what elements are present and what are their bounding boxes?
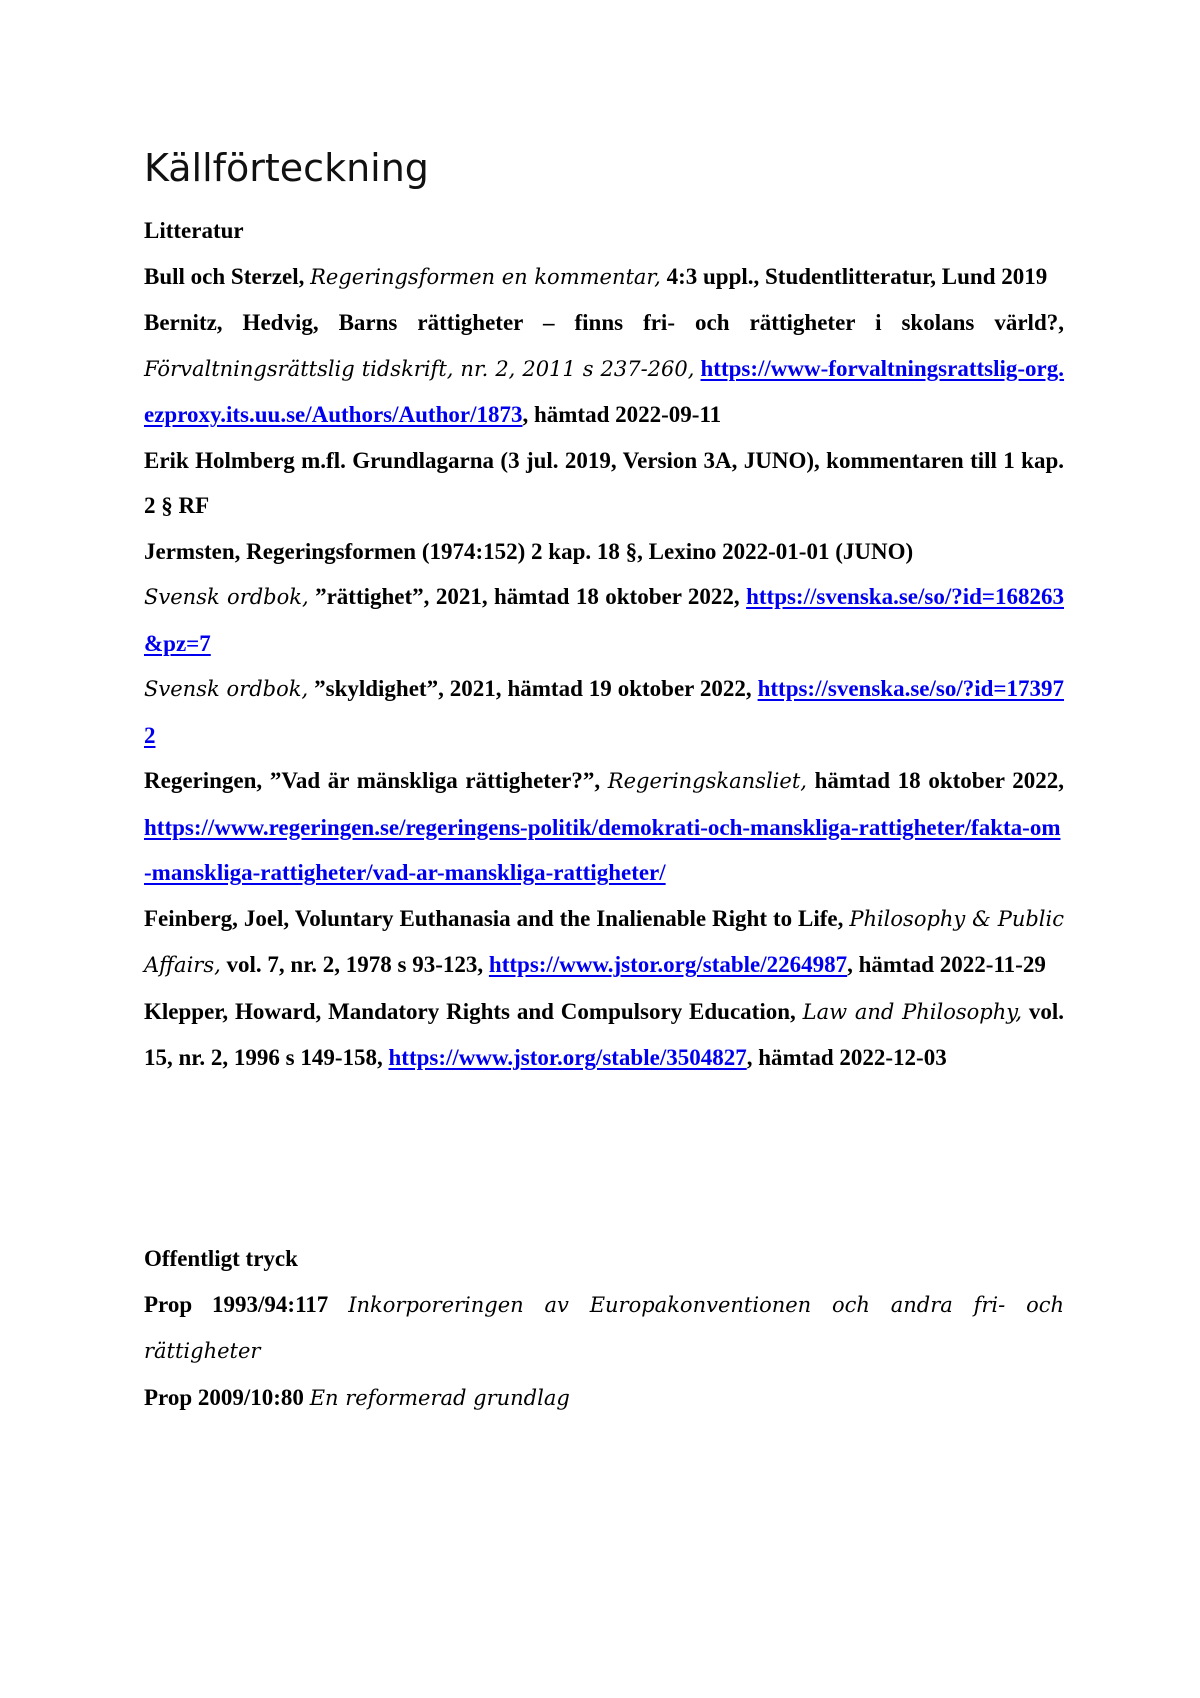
entry-text: Erik Holmberg m.fl. Grundlagarna (3 jul. 2019, Version 3A, JUNO), kommentaren till 1 kap. 2 § RF <box>144 447 1064 518</box>
entry-text: Jermsten, Regeringsformen (1974:152) 2 kap. 18 §, Lexino 2022-01-01 (JUNO) <box>144 538 914 564</box>
entry-text: Regeringen, ”Vad är mänskliga rättigheter?”, <box>144 768 608 793</box>
entry-text: , hämtad 2022-12-03 <box>746 1045 947 1070</box>
reference-link[interactable]: https://www.regeringen.se/regeringens-politik/demokrati-och-manskliga-rattigheter/fakta-om-manskliga-rattigheter/vad-ar-manskliga-rattigheter/ <box>144 814 1061 885</box>
entry-work-title: Svensk ordbok, <box>144 677 309 701</box>
entry-journal-title: Philosophy & Public Affairs, <box>144 906 1064 977</box>
entry-text: , hämtad 2022-09-11 <box>522 402 722 427</box>
reference-entry-regeringen <box>144 758 1064 896</box>
section-offentligt-tryck <box>144 1236 1064 1421</box>
reference-link[interactable]: https://www-forvaltningsrattslig-org.ezproxy.its.uu.se/Authors/Author/1873 <box>144 355 1065 427</box>
entry-journal-title: Law and Philosophy, <box>802 999 1022 1024</box>
entry-work-title: En reformerad grundlag <box>309 1385 570 1410</box>
entry-text: Prop 1993/94:117 <box>144 1291 349 1317</box>
entry-work-title: Regeringsformen en kommentar, <box>310 264 661 289</box>
reference-link[interactable]: https://svenska.se/so/?id=168263&pz=7 <box>144 584 1064 656</box>
entry-text: Feinberg, Joel, Voluntary Euthanasia and the Inalienable Right to Life, <box>144 905 850 931</box>
section-title-litteratur: Litteratur <box>144 218 244 243</box>
reference-link[interactable]: https://svenska.se/so/?id=173972 <box>144 676 1064 748</box>
section-litteratur <box>144 208 1064 1081</box>
entry-text: Klepper, Howard, Mandatory Rights and Compulsory Education, <box>144 998 803 1024</box>
reference-entry-bull-sterzel <box>144 254 1064 301</box>
entry-journal-title: Förvaltningsrättslig tidskrift, nr. 2, 2011 s 237-260, <box>144 356 695 381</box>
entry-text: ”rättighet”, 2021, hämtad 18 oktober 2022, <box>308 584 747 609</box>
entry-text: ”skyldighet”, 2021, hämtad 19 oktober 2022, <box>308 676 758 701</box>
reference-entry-feinberg <box>144 896 1064 989</box>
reference-entry-bernitz <box>144 300 1064 438</box>
reference-entry-svensk-ordbok-rattighet <box>144 574 1064 666</box>
reference-entry-svensk-ordbok-skyldighet <box>144 666 1064 758</box>
section-title-offentligt-tryck: Offentligt tryck <box>144 1246 298 1271</box>
entry-text: Bernitz, Hedvig, Barns rättigheter – finns fri- och rättigheter i skolans värld?, <box>144 310 1064 335</box>
entry-work-title: Inkorporeringen av Europakonventionen och andra fri- och rättigheter <box>144 1292 1064 1363</box>
entry-text: vol. 15, nr. 2, 1996 s 149-158, <box>144 998 1064 1070</box>
entry-text: vol. 7, nr. 2, 1978 s 93-123, <box>220 952 489 977</box>
entry-text: 4:3 uppl., Studentlitteratur, Lund 2019 <box>660 263 1048 289</box>
page-title: Källförteckning <box>144 146 429 190</box>
entry-work-title: Regeringskansliet, <box>607 769 807 793</box>
entry-text: Bull och Sterzel, <box>144 263 311 289</box>
reference-link[interactable]: https://www.jstor.org/stable/3504827 <box>388 1045 747 1070</box>
reference-entry-holmberg <box>144 438 1064 529</box>
reference-entry-jermsten <box>144 529 1064 575</box>
reference-link[interactable]: https://www.jstor.org/stable/2264987 <box>488 952 848 977</box>
reference-entry-klepper <box>144 989 1064 1081</box>
reference-entry-prop-2009 <box>144 1375 1064 1422</box>
entry-text: Prop 2009/10:80 <box>144 1384 310 1410</box>
entry-work-title: Svensk ordbok, <box>144 585 309 609</box>
reference-entry-prop-1993 <box>144 1282 1064 1375</box>
entry-text: hämtad 18 oktober 2022, <box>806 768 1064 793</box>
entry-text: , hämtad 2022-11-29 <box>847 952 1046 977</box>
